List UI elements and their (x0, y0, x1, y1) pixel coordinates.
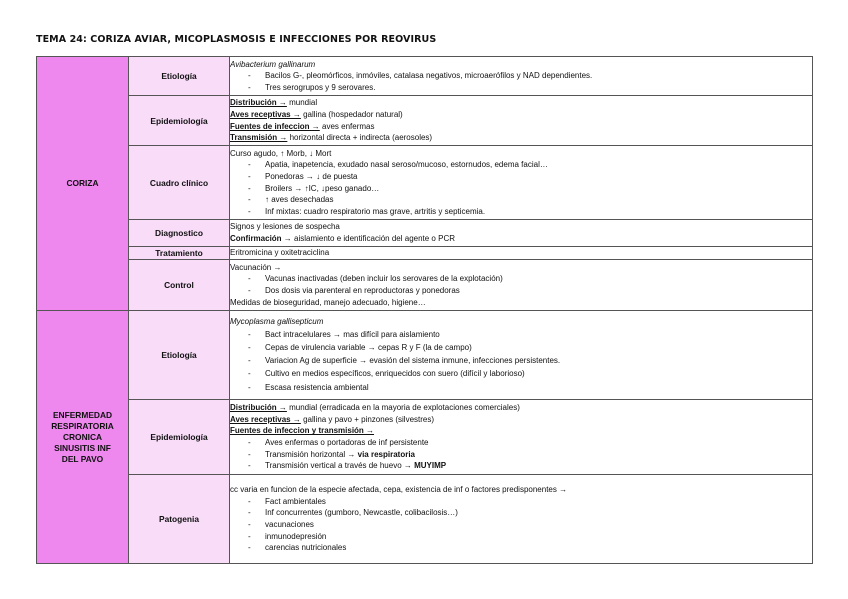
table-row (37, 57, 813, 96)
list-item: Medidas de bioseguridad, manejo adecuado, higiene… (230, 297, 426, 307)
list-item: - Cultivo en medios específicos, enriquecidos con suero (difícil y laborioso) (230, 367, 812, 380)
list-item: Vacunación → (230, 262, 282, 272)
content-etiologia (230, 311, 813, 400)
list-item: - Bact intracelulares → mas difícil para aislamiento (230, 328, 812, 341)
list-item: - Transmisión vertical a través de huevo → MUYIMP (230, 460, 812, 472)
agent-name: Avibacterium gallinarum (230, 59, 316, 69)
table-row (37, 96, 813, 146)
agent-name: Mycoplasma gallisepticum (230, 317, 324, 327)
list-item: - Transmisión horizontal → via respiratoria (230, 449, 812, 461)
content-diagnostico (230, 220, 813, 247)
table-row (37, 247, 813, 260)
table-row (37, 400, 813, 475)
content-epidemiologia (230, 400, 813, 475)
list-item: - Apatia, inapetencia, exudado nasal seroso/mucoso, estornudos, edema facial… (230, 159, 812, 171)
list-item: Distribución → mundial (erradicada en la mayoria de explotaciones comerciales) (230, 403, 520, 413)
list-item: - ↑ aves desechadas (230, 194, 812, 206)
table-row (37, 146, 813, 220)
category-diagnostico: Diagnostico (129, 220, 230, 247)
list-item: cc varia en funcion de la especie afectada, cepa, existencia de inf o factores predisponentes → (230, 485, 568, 495)
disease-cell-erc (37, 311, 129, 564)
table-row (37, 260, 813, 311)
list-item: Confirmación → aislamiento e identificación del agente o PCR (230, 234, 455, 243)
list-item: Curso agudo, ↑ Morb, ↓ Mort (230, 148, 332, 158)
list-item: - Inf mixtas: cuadro respiratorio mas grave, artritis y septicemia. (230, 206, 812, 218)
category-etiologia: Etiología (129, 311, 230, 400)
list-item: - Variacion Ag de superficie → evasión del sistema inmune, infecciones persistentes. (230, 354, 812, 367)
list-item: - vacunaciones (230, 519, 812, 531)
content-cuadro-clinico (230, 146, 813, 220)
category-epidemiologia: Epidemiología (129, 96, 230, 146)
list-item: - inmunodepresión (230, 531, 812, 543)
list-item: - Bacilos G-, pleomórficos, inmóviles, catalasa negativos, microaerófilos y NAD dependientes. (230, 70, 812, 82)
category-tratamiento: Tratamiento (129, 247, 230, 260)
content-epidemiologia (230, 96, 813, 146)
list-item: - Broilers → ↑IC, ↓peso ganado… (230, 183, 812, 195)
list-item: - Vacunas inactivadas (deben incluir los serovares de la explotación) (230, 273, 812, 285)
disease-name-line: SINUSITIS INF (54, 442, 111, 453)
disease-name-line: ENFERMEDAD (52, 409, 113, 420)
category-etiologia: Etiología (129, 57, 230, 96)
list-item: - carencias nutricionales (230, 542, 812, 554)
category-epidemiologia: Epidemiología (129, 400, 230, 475)
list-item: - Tres serogrupos y 9 serovares. (230, 82, 812, 94)
list-item: - Ponedoras → ↓ de puesta (230, 171, 812, 183)
document-title: TEMA 24: CORIZA AVIAR, MICOPLASMOSIS E INFECCIONES POR REOVIRUS (36, 34, 437, 45)
list-item: Fuentes de infeccion y transmisión → (230, 426, 375, 436)
disease-name: CORIZA (66, 178, 99, 188)
list-item: Fuentes de infeccion → aves enfermas (230, 121, 375, 131)
table-row (37, 475, 813, 564)
list-item: - Cepas de virulencia variable → cepas R y F (la de campo) (230, 341, 812, 354)
content-etiologia (230, 57, 813, 96)
content-patogenia (230, 475, 813, 564)
category-patogenia: Patogenia (129, 475, 230, 564)
disease-name-line: CRONICA (62, 431, 103, 442)
list-item: - Escasa resistencia ambiental (230, 381, 812, 394)
list-item: - Fact ambientales (230, 496, 812, 508)
list-item: - Dos dosis via parenteral en reproductoras y ponedoras (230, 285, 812, 297)
content-tratamiento (230, 247, 813, 260)
list-item: Eritromicina y oxitetraciclina (230, 248, 330, 258)
list-item: Aves receptivas → gallina y pavo + pinzones (silvestres) (230, 414, 435, 424)
disease-cell-coriza (37, 57, 129, 311)
list-item: Transmisión → horizontal directa + indirecta (aerosoles) (230, 133, 433, 143)
list-item: - Inf concurrentes (gumboro, Newcastle, colibacilosis…) (230, 507, 812, 519)
disease-name-line: RESPIRATORIA (51, 420, 114, 431)
list-item: Signos y lesiones de sospecha (230, 222, 340, 232)
table-row (37, 220, 813, 247)
table-row (37, 311, 813, 400)
disease-name-line: DEL PAVO (61, 453, 104, 464)
list-item: Distribución → mundial (230, 98, 318, 108)
category-control: Control (129, 260, 230, 311)
list-item: Aves receptivas → gallina (hospedador natural) (230, 109, 403, 119)
category-cuadro-clinico: Cuadro clínico (129, 146, 230, 220)
content-control (230, 260, 813, 311)
summary-table (36, 56, 813, 564)
list-item: - Aves enfermas o portadoras de inf persistente (230, 437, 812, 449)
